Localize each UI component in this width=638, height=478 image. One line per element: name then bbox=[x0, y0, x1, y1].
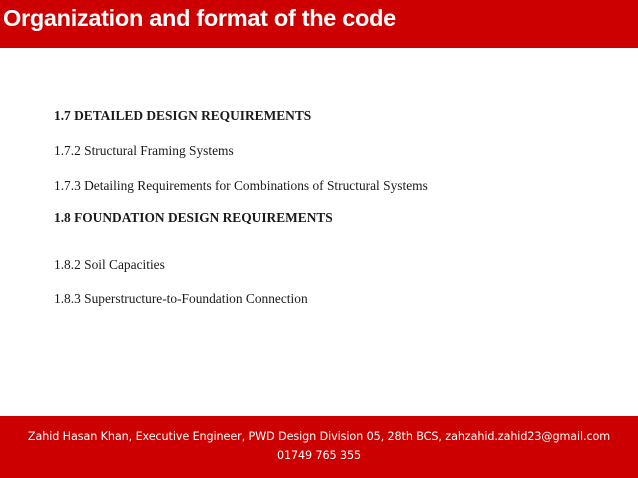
slide-title: Organization and format of the code bbox=[3, 5, 396, 31]
footer-author-line: Zahid Hasan Khan, Executive Engineer, PWD Design Division 05, 28th BCS, zahzahid.zahid23@gmail.com bbox=[27, 430, 611, 443]
subsection-item: 1.8.2 Soil Capacities bbox=[54, 257, 165, 272]
footer-phone-line: 01749 765 355 bbox=[276, 449, 362, 462]
section-heading: 1.7 DETAILED DESIGN REQUIREMENTS bbox=[54, 108, 312, 123]
section-heading: 1.8 FOUNDATION DESIGN REQUIREMENTS bbox=[54, 210, 333, 225]
subsection-item: 1.7.3 Detailing Requirements for Combinations of Structural Systems bbox=[54, 178, 428, 193]
footer-bar bbox=[0, 416, 638, 478]
subsection-item: 1.8.3 Superstructure-to-Foundation Connection bbox=[54, 291, 308, 306]
subsection-item: 1.7.2 Structural Framing Systems bbox=[54, 143, 234, 158]
